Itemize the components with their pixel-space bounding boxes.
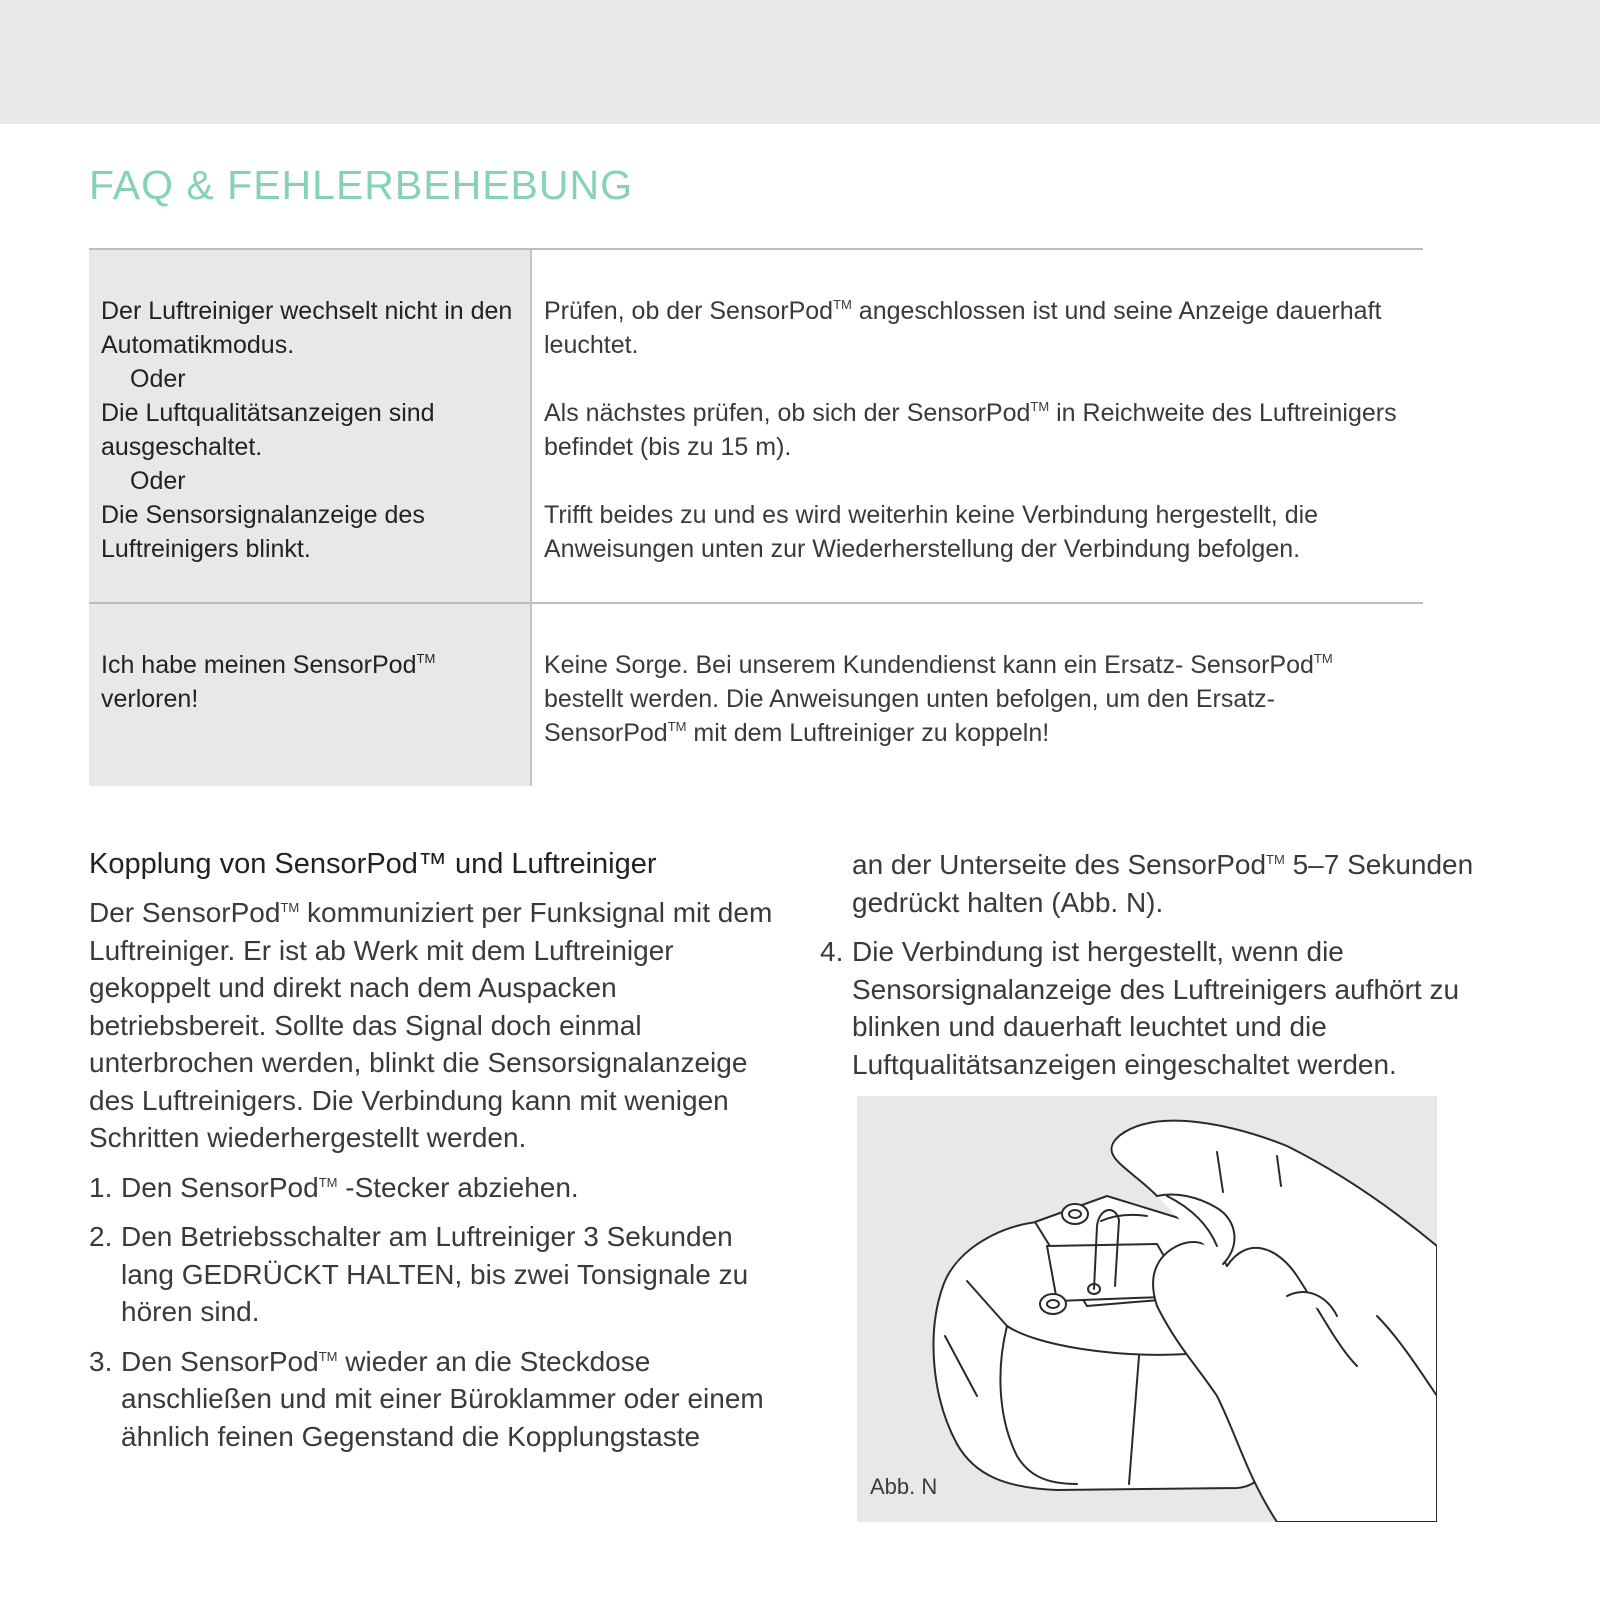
step-text: an der Unterseite des SensorPod [852,849,1267,880]
question-text: Ich habe meinen SensorPod [101,651,417,679]
step-continuation [852,846,1540,921]
faq-row [89,248,1423,602]
answer-text: Als nächstes prüfen, ob sich der SensorPod [544,399,1031,427]
step-number: 3. [89,1345,113,1377]
trademark-mark: TM [667,719,687,734]
header-band [0,0,1600,124]
pairing-right-column [820,846,1540,1095]
question-line: Der Luftreiniger wechselt nicht in den Automatikmodus. [101,297,513,359]
intro-paragraph [89,894,789,1157]
faq-table [89,248,1423,786]
faq-row [89,602,1423,786]
figure-caption: Abb. N [870,1474,938,1499]
step-number: 1. [89,1171,113,1203]
answer-text: angeschlossen ist und seine Anzeige dauerhaft leuchtet. [544,297,1382,359]
answer-text: bestellt werden. Die Anweisungen unten befolgen, um den Ersatz- SensorPod [544,685,1276,747]
answer-text: mit dem Luftreiniger zu koppeln! [686,719,1050,747]
trademark-mark: TM [416,651,436,666]
trademark-mark: TM [1030,399,1050,414]
section-heading: Kopplung von SensorPod™ und Luftreiniger [89,848,657,880]
pairing-left-column [89,846,789,1467]
trademark-mark: TM [1266,852,1285,867]
or-separator: Oder [130,365,186,393]
trademark-mark: TM [318,1348,338,1364]
trademark-mark: TM [833,297,852,312]
step-number: 2. [89,1221,113,1252]
sensorpod-pairing-illustration [857,1096,1437,1522]
faq-question [89,604,532,786]
step-item [89,1343,789,1456]
question-text: verloren! [101,685,199,713]
step-item [89,1169,789,1207]
faq-question [89,250,532,602]
question-line: Die Sensorsignalanzeige des Luftreinigers blinkt. [101,501,425,563]
answer-paragraph [544,648,1413,750]
trademark-mark: TM [280,900,300,915]
step-text: Den SensorPod [121,1171,319,1203]
trademark-mark: TM [318,1174,338,1190]
steps-list [89,1169,789,1456]
faq-answer [532,250,1423,602]
intro-text: kommuniziert per Funksignal mit dem Luftreiniger. Er ist ab Werk mit dem Luftreiniger gekoppelt und direkt nach dem Auspacken betriebsbereit. Sollte das Signal doch einmal unterbrochen werden, blinkt die Sensorsignalanzeige des Luftreinigers. Die Verbindung kann mit wenigen Schritten wiederhergestellt werden. [89,897,773,1153]
answer-text: in Reichweite des Luftreinigers befindet (bis zu 15 m). [544,399,1397,461]
figure-abb-n [857,1096,1437,1522]
step-text: wieder an die Steckdose anschließen und mit einer Büroklammer oder einem ähnlich feinen Gegenstand die Kopplungstaste [121,1345,764,1452]
step-text: -Stecker abziehen. [337,1171,579,1203]
answer-text: Keine Sorge. Bei unserem Kundendienst kann ein Ersatz- SensorPod [544,651,1314,679]
intro-text: Der SensorPod [89,897,281,928]
page-title: FAQ & FEHLERBEHEBUNG [89,162,634,208]
step-text: Den Betriebsschalter am Luftreiniger 3 Sekunden lang GEDRÜCKT HALTEN, bis zwei Tonsignale zu hören sind. [121,1221,749,1327]
answer-text: Prüfen, ob der SensorPod [544,297,834,325]
step-text: Den SensorPod [121,1345,319,1377]
step-text: Die Verbindung ist hergestellt, wenn die Sensorsignalanzeige des Luftreinigers aufhört zu blinken und dauerhaft leuchtet und die Luftqualitätsanzeigen eingeschaltet werden. [852,936,1460,1080]
answer-paragraph [544,294,1413,362]
answer-paragraph [544,396,1413,464]
faq-answer [532,604,1423,786]
or-separator: Oder [130,467,186,495]
trademark-mark: TM [1313,651,1333,666]
answer-paragraph: Trifft beides zu und es wird weiterhin keine Verbindung hergestellt, die Anweisungen unten zur Wiederherstellung der Verbindung befolgen. [544,501,1319,563]
step-number: 4. [820,936,844,967]
step-text: 5–7 Sekunden gedrückt halten (Abb. N). [852,849,1474,918]
step-item [89,1218,789,1331]
step-item [820,933,1540,1083]
question-line: Die Luftqualitätsanzeigen sind ausgeschaltet. [101,399,435,461]
